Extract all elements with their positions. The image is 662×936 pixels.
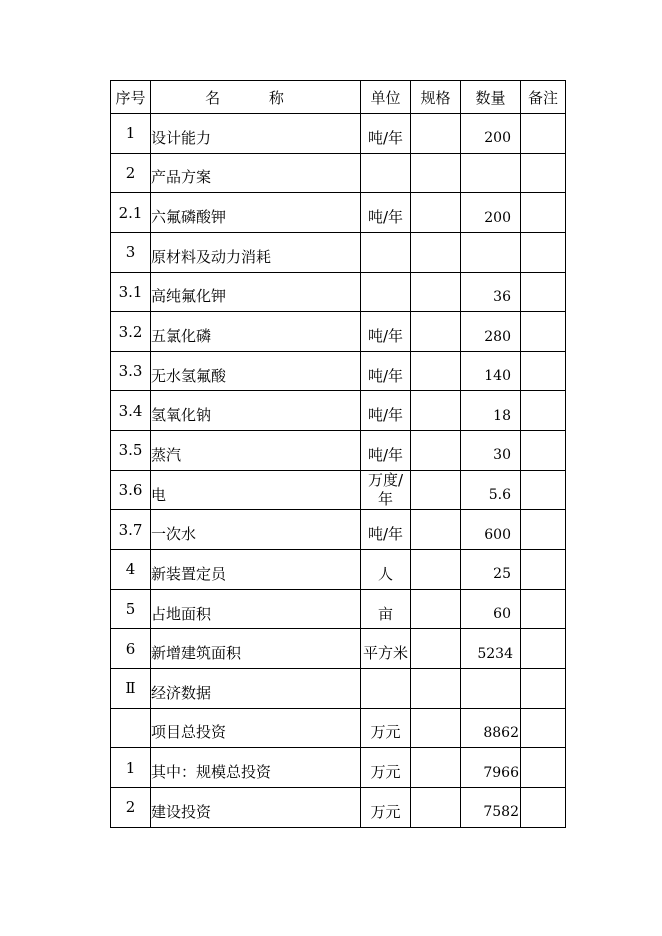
header-spec: 规格 xyxy=(411,81,461,114)
table-row xyxy=(111,391,566,431)
row-remark xyxy=(521,193,566,233)
row-spec xyxy=(411,787,461,827)
row-number: 2 xyxy=(111,153,151,193)
row-quantity: 60 xyxy=(461,589,521,629)
row-number: 1 xyxy=(111,114,151,154)
row-number: 3.1 xyxy=(111,272,151,312)
row-remark xyxy=(521,629,566,669)
row-quantity: 18 xyxy=(461,391,521,431)
row-remark xyxy=(521,431,566,471)
row-quantity: 7966 xyxy=(461,748,521,788)
row-number: 2.1 xyxy=(111,193,151,233)
row-spec xyxy=(411,668,461,708)
table-row xyxy=(111,232,566,272)
table-row xyxy=(111,589,566,629)
row-name: 原材料及动力消耗 xyxy=(151,232,361,272)
row-name: 一次水 xyxy=(151,510,361,550)
row-remark xyxy=(521,550,566,590)
table-row xyxy=(111,510,566,550)
row-spec xyxy=(411,431,461,471)
table-row xyxy=(111,470,566,510)
header-name: 名 称 xyxy=(151,81,361,114)
table-row xyxy=(111,312,566,352)
row-remark xyxy=(521,312,566,352)
table-row xyxy=(111,748,566,788)
row-name: 产品方案 xyxy=(151,153,361,193)
table-row xyxy=(111,629,566,669)
row-quantity: 25 xyxy=(461,550,521,590)
spec-table xyxy=(110,80,566,828)
table-row xyxy=(111,431,566,471)
row-spec xyxy=(411,550,461,590)
row-number: 2 xyxy=(111,787,151,827)
row-quantity: 140 xyxy=(461,351,521,391)
row-name: 经济数据 xyxy=(151,668,361,708)
row-spec xyxy=(411,193,461,233)
row-remark xyxy=(521,470,566,510)
row-quantity: 200 xyxy=(461,193,521,233)
row-remark xyxy=(521,114,566,154)
row-unit: 万元 xyxy=(361,787,411,827)
header-unit: 单位 xyxy=(361,81,411,114)
header-no: 序号 xyxy=(111,81,151,114)
row-spec xyxy=(411,470,461,510)
row-quantity: 8862 xyxy=(461,708,521,748)
row-remark xyxy=(521,510,566,550)
row-number: 4 xyxy=(111,550,151,590)
row-name: 设计能力 xyxy=(151,114,361,154)
row-remark xyxy=(521,391,566,431)
row-unit: 吨/年 xyxy=(361,312,411,352)
row-quantity: 36 xyxy=(461,272,521,312)
row-unit: 万度/年 xyxy=(361,470,411,510)
row-remark xyxy=(521,272,566,312)
row-unit: 吨/年 xyxy=(361,114,411,154)
row-quantity: 5.6 xyxy=(461,470,521,510)
row-name: 新增建筑面积 xyxy=(151,629,361,669)
table-row xyxy=(111,550,566,590)
table-row xyxy=(111,193,566,233)
row-name: 其中：规模总投资 xyxy=(151,748,361,788)
row-number: 3.2 xyxy=(111,312,151,352)
row-unit xyxy=(361,232,411,272)
row-quantity: 600 xyxy=(461,510,521,550)
row-spec xyxy=(411,114,461,154)
row-unit: 吨/年 xyxy=(361,351,411,391)
row-name: 氢氧化钠 xyxy=(151,391,361,431)
row-quantity xyxy=(461,232,521,272)
row-number: 3.3 xyxy=(111,351,151,391)
row-remark xyxy=(521,589,566,629)
row-number: 1 xyxy=(111,748,151,788)
row-name: 项目总投资 xyxy=(151,708,361,748)
row-remark xyxy=(521,153,566,193)
row-remark xyxy=(521,787,566,827)
row-unit: 吨/年 xyxy=(361,510,411,550)
row-quantity xyxy=(461,668,521,708)
row-spec xyxy=(411,272,461,312)
row-name: 五氯化磷 xyxy=(151,312,361,352)
row-spec xyxy=(411,312,461,352)
row-name: 建设投资 xyxy=(151,787,361,827)
row-name: 蒸汽 xyxy=(151,431,361,471)
table-body xyxy=(111,114,566,828)
row-unit: 平方米 xyxy=(361,629,411,669)
row-unit: 吨/年 xyxy=(361,431,411,471)
row-name: 无水氢氟酸 xyxy=(151,351,361,391)
row-unit: 吨/年 xyxy=(361,193,411,233)
row-number: 3.4 xyxy=(111,391,151,431)
row-remark xyxy=(521,708,566,748)
row-quantity: 5234 xyxy=(461,629,521,669)
row-spec xyxy=(411,510,461,550)
row-quantity: 7582 xyxy=(461,787,521,827)
row-spec xyxy=(411,153,461,193)
row-number: 3 xyxy=(111,232,151,272)
table-row xyxy=(111,272,566,312)
row-remark xyxy=(521,232,566,272)
row-quantity: 200 xyxy=(461,114,521,154)
row-remark xyxy=(521,351,566,391)
row-spec xyxy=(411,351,461,391)
row-quantity xyxy=(461,153,521,193)
row-number: 6 xyxy=(111,629,151,669)
row-name: 六氟磷酸钾 xyxy=(151,193,361,233)
row-unit: 亩 xyxy=(361,589,411,629)
row-name: 电 xyxy=(151,470,361,510)
table-row xyxy=(111,153,566,193)
header-remark: 备注 xyxy=(521,81,566,114)
row-unit: 吨/年 xyxy=(361,391,411,431)
row-number: 3.7 xyxy=(111,510,151,550)
row-spec xyxy=(411,629,461,669)
row-spec xyxy=(411,708,461,748)
row-name: 占地面积 xyxy=(151,589,361,629)
row-remark xyxy=(521,748,566,788)
row-quantity: 280 xyxy=(461,312,521,352)
row-name: 高纯氟化钾 xyxy=(151,272,361,312)
row-number: 5 xyxy=(111,589,151,629)
table-row xyxy=(111,787,566,827)
header-row xyxy=(111,81,566,114)
row-spec xyxy=(411,589,461,629)
row-name: 新装置定员 xyxy=(151,550,361,590)
row-number: 3.5 xyxy=(111,431,151,471)
row-spec xyxy=(411,391,461,431)
row-unit: 万元 xyxy=(361,708,411,748)
row-number: 3.6 xyxy=(111,470,151,510)
row-unit: 人 xyxy=(361,550,411,590)
table-row xyxy=(111,708,566,748)
row-number xyxy=(111,708,151,748)
row-quantity: 30 xyxy=(461,431,521,471)
row-unit xyxy=(361,153,411,193)
row-number: Ⅱ xyxy=(111,668,151,708)
row-remark xyxy=(521,668,566,708)
table-row xyxy=(111,114,566,154)
row-unit xyxy=(361,272,411,312)
table-row xyxy=(111,351,566,391)
row-unit xyxy=(361,668,411,708)
row-spec xyxy=(411,748,461,788)
row-spec xyxy=(411,232,461,272)
row-unit: 万元 xyxy=(361,748,411,788)
header-qty: 数量 xyxy=(461,81,521,114)
table-row xyxy=(111,668,566,708)
